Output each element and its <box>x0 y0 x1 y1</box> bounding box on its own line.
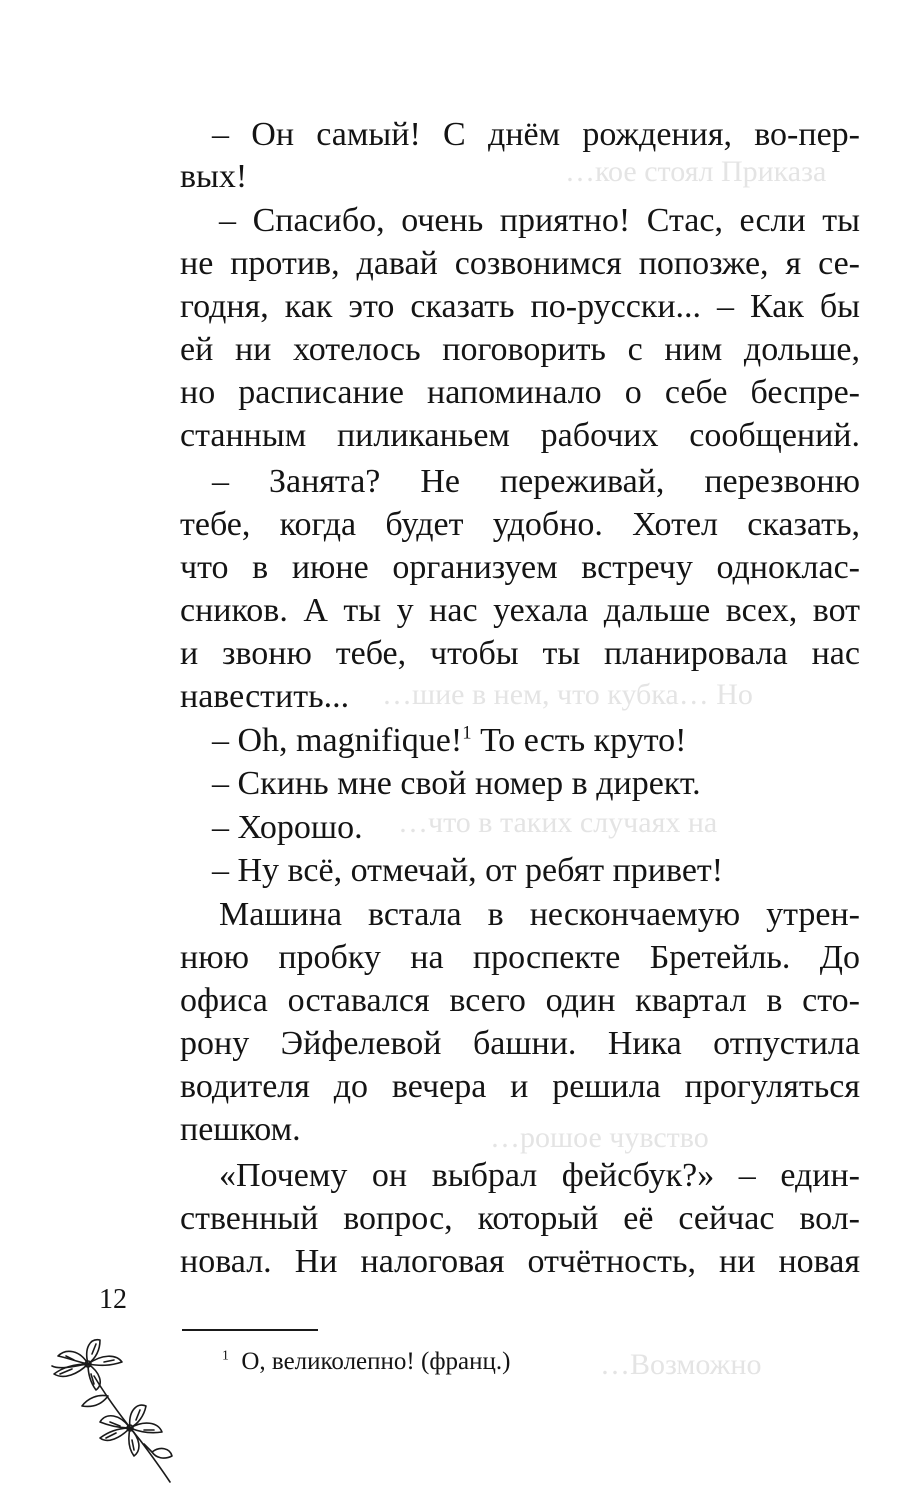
text-line: не против, давай созвонимся попозже, я се- <box>180 245 860 282</box>
show-through-text: …что в таких случаях на <box>398 806 718 839</box>
footnote-text: О, великолепно! (франц.) <box>241 1348 511 1375</box>
text-line: нюю пробку на проспекте Бретейль. До <box>180 939 860 976</box>
text-line: навестить... <box>180 678 350 715</box>
text-line: Машина встала в нескончаемую утрен- <box>219 896 860 933</box>
text-line: ей ни хотелось поговорить с ним дольше, <box>180 331 860 368</box>
text-line: станным пиликаньем рабочих сообщений. <box>180 417 860 454</box>
text-line: пешком. <box>180 1111 301 1148</box>
show-through-text: …кое стоял Приказа <box>565 155 827 188</box>
text-line: что в июне организуем встречу одноклас- <box>180 549 860 586</box>
footnote-marker: 1 <box>222 1347 229 1363</box>
text-line: «Почему он выбрал фейсбук?» – един- <box>219 1157 860 1194</box>
text-line <box>212 720 860 762</box>
show-through-text: …шие в нем, что кубка… Но <box>382 678 753 711</box>
show-through-text: …Возможно <box>600 1348 762 1381</box>
text-line: но расписание напоминало о себе беспре- <box>180 374 860 411</box>
text-line: годня, как это сказать по-русски... – Как бы <box>180 288 860 325</box>
footnote <box>222 1345 510 1379</box>
text-line: и звоню тебе, чтобы ты планировала нас <box>180 635 860 672</box>
text-line: вых! <box>180 158 248 195</box>
footnote-ref: 1 <box>462 722 472 744</box>
text-fragment: То есть круто! <box>471 722 687 759</box>
text-line: водителя до вечера и решила прогуляться <box>180 1068 860 1105</box>
show-through-text: …рошое чувство <box>490 1121 709 1154</box>
footnote-divider <box>182 1329 318 1331</box>
text-line: новал. Ни налоговая отчётность, ни новая <box>180 1243 860 1280</box>
page-number: 12 <box>99 1284 127 1315</box>
text-line: – Скинь мне свой номер в директ. <box>212 765 701 802</box>
text-line: офиса оставался всего один квартал в сто- <box>180 982 860 1019</box>
text-line: рону Эйфелевой башни. Ника отпустила <box>180 1025 860 1062</box>
text-line: – Ну всё, отмечай, от ребят привет! <box>212 852 724 889</box>
flower-sketch-icon <box>44 1336 184 1486</box>
text-line: – Хорошо. <box>212 809 363 846</box>
text-line: сников. А ты у нас уехала дальше всех, вот <box>180 592 860 629</box>
text-line: ственный вопрос, который её сейчас вол- <box>180 1200 860 1237</box>
text-line: – Он самый! С днём рождения, во-пер- <box>212 116 860 153</box>
text-fragment: – Oh, magnifique! <box>212 722 463 759</box>
text-line: – Спасибо, очень приятно! Стас, если ты <box>219 202 860 239</box>
text-line: – Занята? Не переживай, перезвоню <box>212 463 860 500</box>
text-line: тебе, когда будет удобно. Хотел сказать, <box>180 506 860 543</box>
